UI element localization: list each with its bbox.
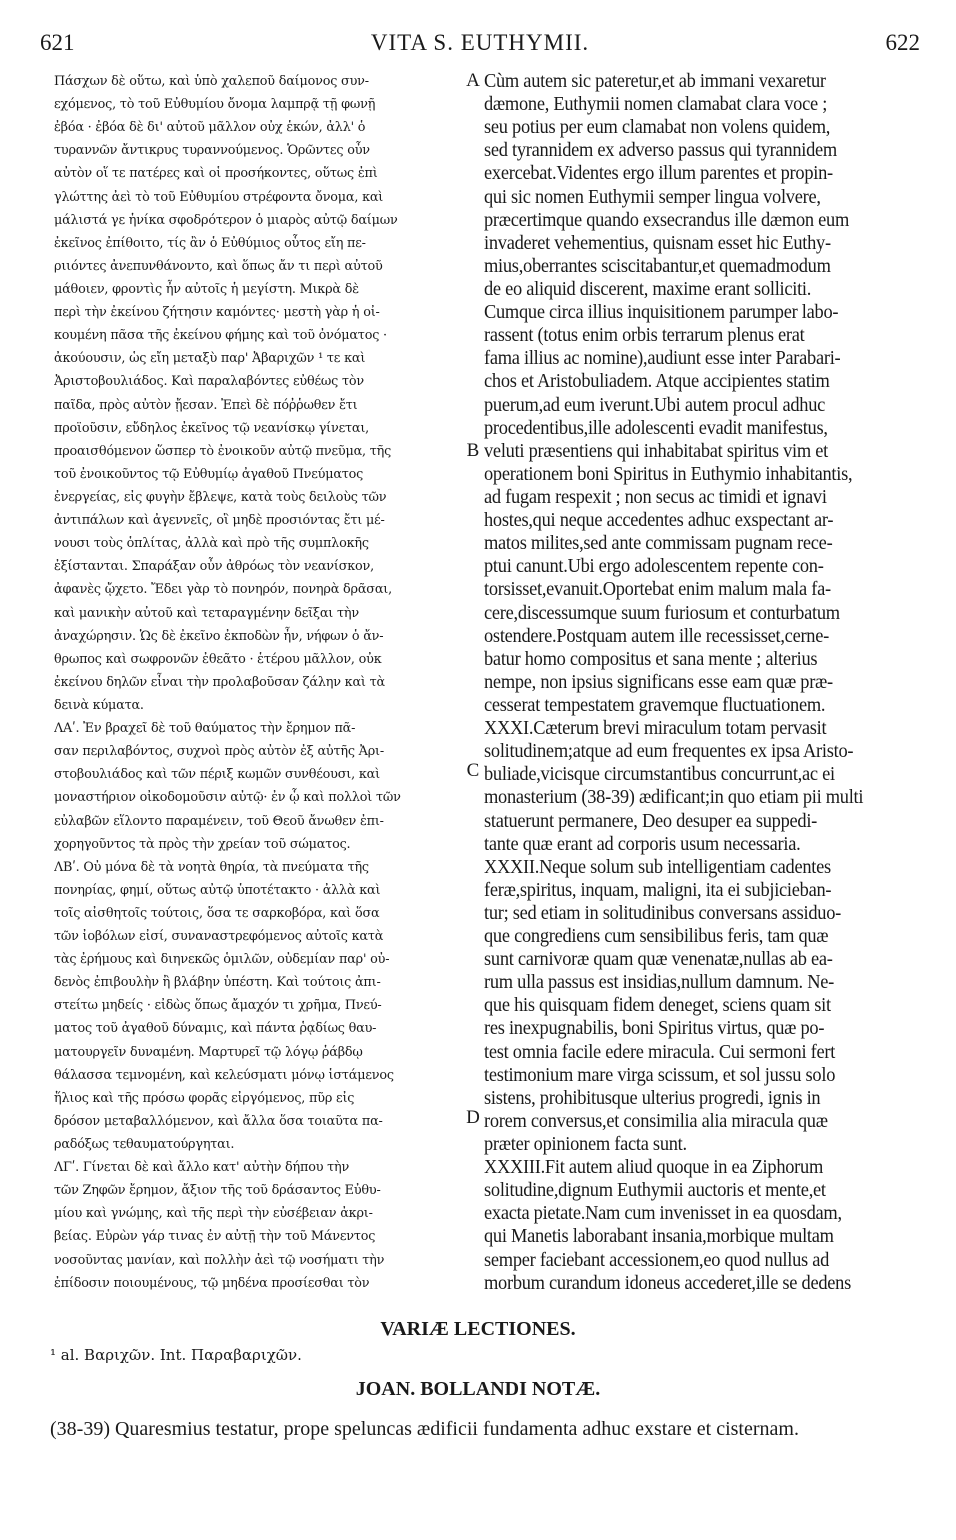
greek-text-line: ἐβόα · ἐβόα δὲ δι' αὐτοῦ μᾶλλον οὐχ ἑκών, ἀλλ' ὁ [54,120,366,136]
latin-text-line: Cùm autem sic pateretur,et ab immani vexaretur [484,71,826,92]
greek-text-line: ἀκούουσιν, ὡς εἴη μεταξὺ παρ' Ἀβαριχῶν ¹ τε καὶ [54,351,366,367]
greek-text-line: ἐκείνου δηλῶν εἶναι τὴν προλαβοῦσαν ζάλην καὶ τὰ [54,674,385,690]
latin-text-line: tante quæ erant ad corporis usum necessaria. [484,833,801,855]
latin-text-line: test omnia facile edere miracula. Cui sermoni fert [484,1041,836,1063]
latin-text-line: invaderet vehementius, quisnam esset hic Euthy- [484,232,831,254]
latin-text-line: tur; sed etiam in solitudinibus conversans assiduo- [484,902,842,924]
latin-text-line: torsisset,evanuit.Oportebat enim malum mala fa- [484,579,831,601]
greek-text-line: στοβουλιάδος καὶ τῶν πέριξ κωμῶν συνθέουσι, καὶ [54,767,380,783]
greek-text-line: εχόμενος, τὸ τοῦ Εὐθυμίου ὄνομα λαμπρᾷ τῇ φωνῇ [54,97,376,113]
margin-marker-a: A [466,70,480,91]
latin-text-line: ptui canunt.Ubi ergo adolescentem repente con- [484,556,824,578]
greek-text-line: βείας. Εὑρὼν γάρ τινας ἐν αὐτῇ τὴν τοῦ Μάνεντος [54,1229,376,1245]
greek-text-line: καὶ μανικὴν αὐτοῦ καὶ τεταραγμένην δεῖξαι τὴν [54,605,359,621]
greek-text-line: παῖδα, πρὸς αὐτὸν ᾔεσαν. Ἐπεὶ δὲ πόῤῥωθεν ἔτι [54,397,358,413]
latin-text-line: exacta pietate.Nam cum invenisset in ea quosdam, [484,1203,842,1225]
greek-text-line: νοσοῦντας μανίαν, καὶ πολλὴν ἀεὶ τῷ νοσήματι τὴν [54,1252,385,1268]
greek-text-line: ἐνεργείας, εἰς φυγὴν ἔβλεψε, κατὰ τοὺς δειλοὺς τῶν [54,489,387,505]
greek-text-line: γλώττης ἀεὶ τὸ τοῦ Εὐθυμίου στρέφοντα ὄνομα, καὶ [54,189,384,205]
running-title: VITA S. EUTHYMII. [370,30,590,55]
latin-text-line: seu potius per eum clamabat non volens quidem, [484,117,831,139]
greek-text-line: Ἀριστοβουλιάδος. Καὶ παραλαβόντες εὐθέως τὸν [54,374,364,390]
greek-text-line: θρωπος καὶ σωφρονῶν ἐθεᾶτο · ἑτέρου μᾶλλον, οὐκ [54,651,382,667]
latin-text-line: chos et Aristobuliadem. Atque accipientes statim [484,371,830,393]
greek-text-line: τυραννῶν ἄντικρυς τυραννούμενος. Ὁρῶντες οὖν [54,143,370,159]
greek-text-line: ΛΒʹ. Οὐ μόνα δὲ τὰ νοητὰ θηρία, τὰ πνεύματα τῆς [54,859,369,875]
greek-text-line: νουσι τοὺς ὁπλίτας, ἀλλὰ καὶ πρὸ τῆς συμπλοκῆς [54,536,369,552]
latin-text-line: rassent (totus enim orbis terrarum plenus erat [484,325,805,347]
latin-text-line: rorem conversus,et consimilia alia miracula quæ [484,1110,828,1132]
greek-text-line: τῶν Ζηφῶν ἔρημον, ἄξιον τῆς τοῦ δράσαντος Εὐθυ- [54,1183,381,1199]
greek-text-line: τοῦ ἐνοικοῦντος τῷ Εὐθυμίῳ ἀγαθοῦ Πνεύματος [54,466,364,482]
greek-text-line: δεινὰ κύματα. [54,697,144,713]
greek-text-line: ἐπίδοσιν ποιουμένους, τῷ μηδένα προσίεσθαι τὸν [54,1275,370,1291]
latin-text-line: statuerunt permanere, Deo desuper ea suppedi- [484,810,818,832]
latin-text-line: que congrediens cum sensibilibus feris, tam quæ [484,926,829,948]
greek-text-line: ραδόξως τεθαυματούργηται. [54,1137,235,1153]
footnote-38-39: (38-39) Quaresmius testatur, prope speluncas ædificii fundamenta adhuc exstare et cisternam. [50,1418,799,1440]
latin-text-line: Cumque circa illius inquisitionem parumper labo- [484,302,839,324]
latin-text-line: sistens, prohibitusque ulterius progredi, ignis in [484,1087,821,1109]
greek-text-line: τὰς ἐρήμους καὶ διηνεκῶς ὁμιλῶν, οὐδεμίαν παρ' οὐ- [54,952,390,968]
margin-marker-d: D [466,1107,480,1128]
greek-text-line: μάλιστά γε ἡνίκα σφοδρότερον ὁ μιαρὸς αὐτῷ δαίμων [54,212,398,228]
greek-text-line: ἀντιπάλων καὶ ἀγεννεῖς, οἳ μηδὲ προσιόντας ἔτι μέ- [54,513,385,529]
greek-text-line: περὶ τὴν ἐκείνου ζήτησιν καμόντες· μεστὴ γὰρ ἡ οἰ- [54,305,380,321]
latin-text-line: monasterium (38-39) ædificant;in quo etiam pii multi [484,787,864,809]
greek-text-line: ἐκεῖνος ἐπίθοιτο, τίς ἂν ὁ Εὐθύμιος οὗτος εἴη πε- [54,235,366,251]
greek-text-line: αὐτὸν οἵ τε πατέρες καὶ οἱ προσήκοντες, οὕτως ἐπὶ [54,166,378,182]
margin-marker-b: B [466,440,480,461]
greek-text-line: τοῖς αἰσθητοῖς τούτοις, ὅσα τε σαρκοβόρα, καὶ ὅσα [54,905,380,921]
latin-text-line: de eo aliquid discerent, maxime erant solliciti. [484,278,812,300]
latin-text-line: XXXIII.Fit autem aliud quoque in ea Ziphorum [484,1157,824,1179]
greek-text-line: θάλασσα τεμνομένη, καὶ κελεύσματι μόνῳ ἱστάμενος [54,1067,394,1083]
latin-text-line: veluti præsentiens qui inhabitabat spiritus vim et [484,440,828,462]
page-number-left: 621 [40,30,75,55]
latin-text-line: procedentibus,ille adolescenti evadit manifestus, [484,417,828,439]
latin-text-line: cere,discessumque suum furiosum et conturbatum [484,602,840,624]
latin-text-line: semper faciebant accessionem,eo quod nullus ad [484,1249,830,1271]
bollandi-notae-heading: JOAN. BOLLANDI NOTÆ. [355,1378,601,1400]
greek-text-line: Πάσχων δὲ οὕτω, καὶ ὑπὸ χαλεποῦ δαίμονος συν- [54,74,369,89]
latin-text-line: XXXI.Cæterum brevi miraculum totam pervasit [484,718,827,740]
latin-text-line: ad fugam respexit ; non secus ac timidi et ignavi [484,486,827,508]
latin-text-line: mius,oberrantes sciscitabantur,et quemadmodum [484,255,831,277]
latin-text-line: que his quisquam fidem deneget, sciens quam sit [484,995,831,1017]
latin-text-line: operationem boni Spiritus in Euthymio inhabitantis, [484,463,853,485]
greek-text-line: ἀφανὲς ᾤχετο. Ἔδει γὰρ τὸ πονηρόν, πονηρὰ δρᾶσαι, [54,582,392,598]
latin-text-line: qui sic nomen Euthymii semper lingua volvere, [484,186,821,208]
greek-text-line: μάθοιεν, φροντὶς ἦν αὐτοῖς ἡ μεγίστη. Μικρὰ δὲ [54,281,359,297]
greek-text-line: εὐλαβῶν εἵλοντο παραμένειν, τοῦ Θεοῦ ἄνωθεν ἐπι- [54,813,384,829]
greek-text-column [54,70,472,1295]
latin-text-line: cesserat tempestatem gravemque fluctuationem. [484,694,826,716]
latin-text-line: qui Manetis laborabant insania,morbique multam [484,1226,834,1248]
greek-text-line: προϊοῦσιν, εὔδηλος ἐκεῖνος τῷ νεανίσκῳ γίνεται, [54,420,370,436]
latin-text-line: præter opinionem facta sunt. [484,1134,687,1156]
greek-text-line: δρόσον μεταβαλλόμενον, καὶ ἄλλα ὅσα τοιαῦτα πα- [54,1113,383,1129]
latin-text-line: rum ulla passus est insidias,nullum damnum. Ne- [484,972,834,994]
greek-text-line: χορηγοῦντος τὰ πρὸς τὴν χρείαν τοῦ σώματος. [54,836,351,852]
latin-text-line: dæmone, Euthymii nomen clamabat clara voce ; [484,94,828,116]
latin-text-column [484,70,924,1295]
latin-text-line: puerum,ad eum iverunt.Ubi autem procul adhuc [484,394,826,416]
greek-text-line: μίου καὶ γνώμης, καὶ τῆς περὶ τὴν εὐσέβειαν ἀκρι- [54,1206,373,1222]
latin-text-line: sunt carnivoræ quam quæ venenatæ,nullas ab ea- [484,949,833,971]
greek-text-line: προαισθόμενον ὥσπερ τὸ ἐνοικοῦν αὐτῷ πνεῦμα, τῆς [54,443,392,459]
greek-text-line: στείτω μηδείς · εἰδὼς ὅπως ἄμαχόν τι χρῆμα, Πνεύ- [54,998,382,1014]
greek-text-line: ἥλιος καὶ τῆς πρόσω φορᾶς εἰργόμενος, πῦρ εἰς [54,1090,355,1106]
greek-text-line: ἐξίστανται. Σπαράξαν οὖν ἀθρόως τὸν νεανίσκον, [54,559,374,575]
greek-text-line: σαν περιλαβόντος, συχνοὶ πρὸς αὐτὸν ἐξ αὐτῆς Ἀρι- [54,744,384,760]
latin-text-line: fama illius ac nomine),audiunt esse inter Parabari- [484,348,841,370]
latin-text-line: nempe, non ipsius significans esse eam quæ præ- [484,671,833,693]
latin-text-line: præcertimque quando exsecrandus ille dæmon eum [484,209,850,231]
latin-text-line: buliade,vicisque circumstantibus concurrunt,ac ei [484,764,835,786]
greek-text-line: τῶν ἰοβόλων εἰσί, συναναστρεφόμενος αὐτοῖς κατὰ [54,929,384,945]
greek-text-line: ματος τοῦ ἀγαθοῦ δύναμις, καὶ πάντα ῥᾳδίως θαυ- [54,1021,377,1037]
variae-lectiones-heading: VARIÆ LECTIONES. [380,1318,576,1340]
latin-text-line: exercebat.Videntes ergo illum parentes et propin- [484,163,833,185]
page-number-right: 622 [885,30,920,55]
greek-text-line: δενὸς ἐπιβουλὴν ἢ βλάβην ὑπέστη. Καὶ τούτοις ἀπι- [54,975,381,991]
greek-text-line: ΛΓʹ. Γίνεται δὲ καὶ ἄλλο κατ' αὐτὴν δήπου τὴν [54,1160,350,1176]
greek-text-line: κουμένη πᾶσα τῆς ἐκείνου φήμης καὶ τοῦ ὀνόματος · [54,328,387,344]
latin-text-line: batur homo compositus et sana mente ; alterius [484,648,818,670]
greek-text-line: ριιόντες ἀνεπυνθάνοντο, καὶ ὅπως ἄν τι περὶ αὐτοῦ [54,258,383,274]
latin-text-line: solitudine,dignum Euthymii auctoris et mente,et [484,1180,826,1202]
greek-text-line: ματουργεῖν δυναμένη. Μαρτυρεῖ τῷ λόγῳ ῥάβδῳ [54,1044,363,1060]
latin-text-line: XXXII.Neque solum sub intelligentiam cadentes [484,856,831,878]
latin-text-line: solitudinem;atque ad eum frequentes ex ipsa Aristo- [484,741,854,763]
latin-text-line: hostes,qui neque accedentes adhuc exspectant ar- [484,510,834,532]
latin-text-line: sed tyrannidem ex adverso passus qui tyrannidem [484,140,837,162]
margin-marker-c: C [466,760,480,781]
running-header [40,30,920,66]
latin-text-line: ostendere.Postquam autem ille recessisset,cerne- [484,625,829,647]
greek-text-line: μοναστήριον οἰκοδομοῦσιν αὐτῷ· ἐν ᾧ καὶ πολλοὶ τῶν [54,790,401,806]
greek-text-line: ΛΑʹ. Ἐν βραχεῖ δὲ τοῦ θαύματος τὴν ἔρημον πᾶ- [54,721,356,737]
latin-text-line: feræ,spiritus, inquam, maligni, ita ei subjicieban- [484,879,832,901]
latin-text-line: testimonium mare virga scissum, et sol jussu solo [484,1064,836,1086]
greek-text-line: πονηρίας, φημί, οὕτως αὐτῷ ὑποτέτακτο · ἀλλὰ καὶ [54,882,381,898]
variant-reading: ¹ al. Βαριχῶν. Int. Παραβαριχῶν. [50,1346,302,1364]
latin-text-line: res inexpugnabilis, boni Spiritus virtus, quæ po- [484,1018,825,1040]
latin-text-line: morbum curandum idoneus accederet,ille se dedens [484,1272,851,1294]
latin-text-line: matos milites,sed ante commissam pugnam rece- [484,533,833,555]
greek-text-line: ἀναχώρησιν. Ὡς δὲ ἐκεῖνο ἐκποδὼν ἦν, νήφων ὁ ἄν- [54,628,384,644]
